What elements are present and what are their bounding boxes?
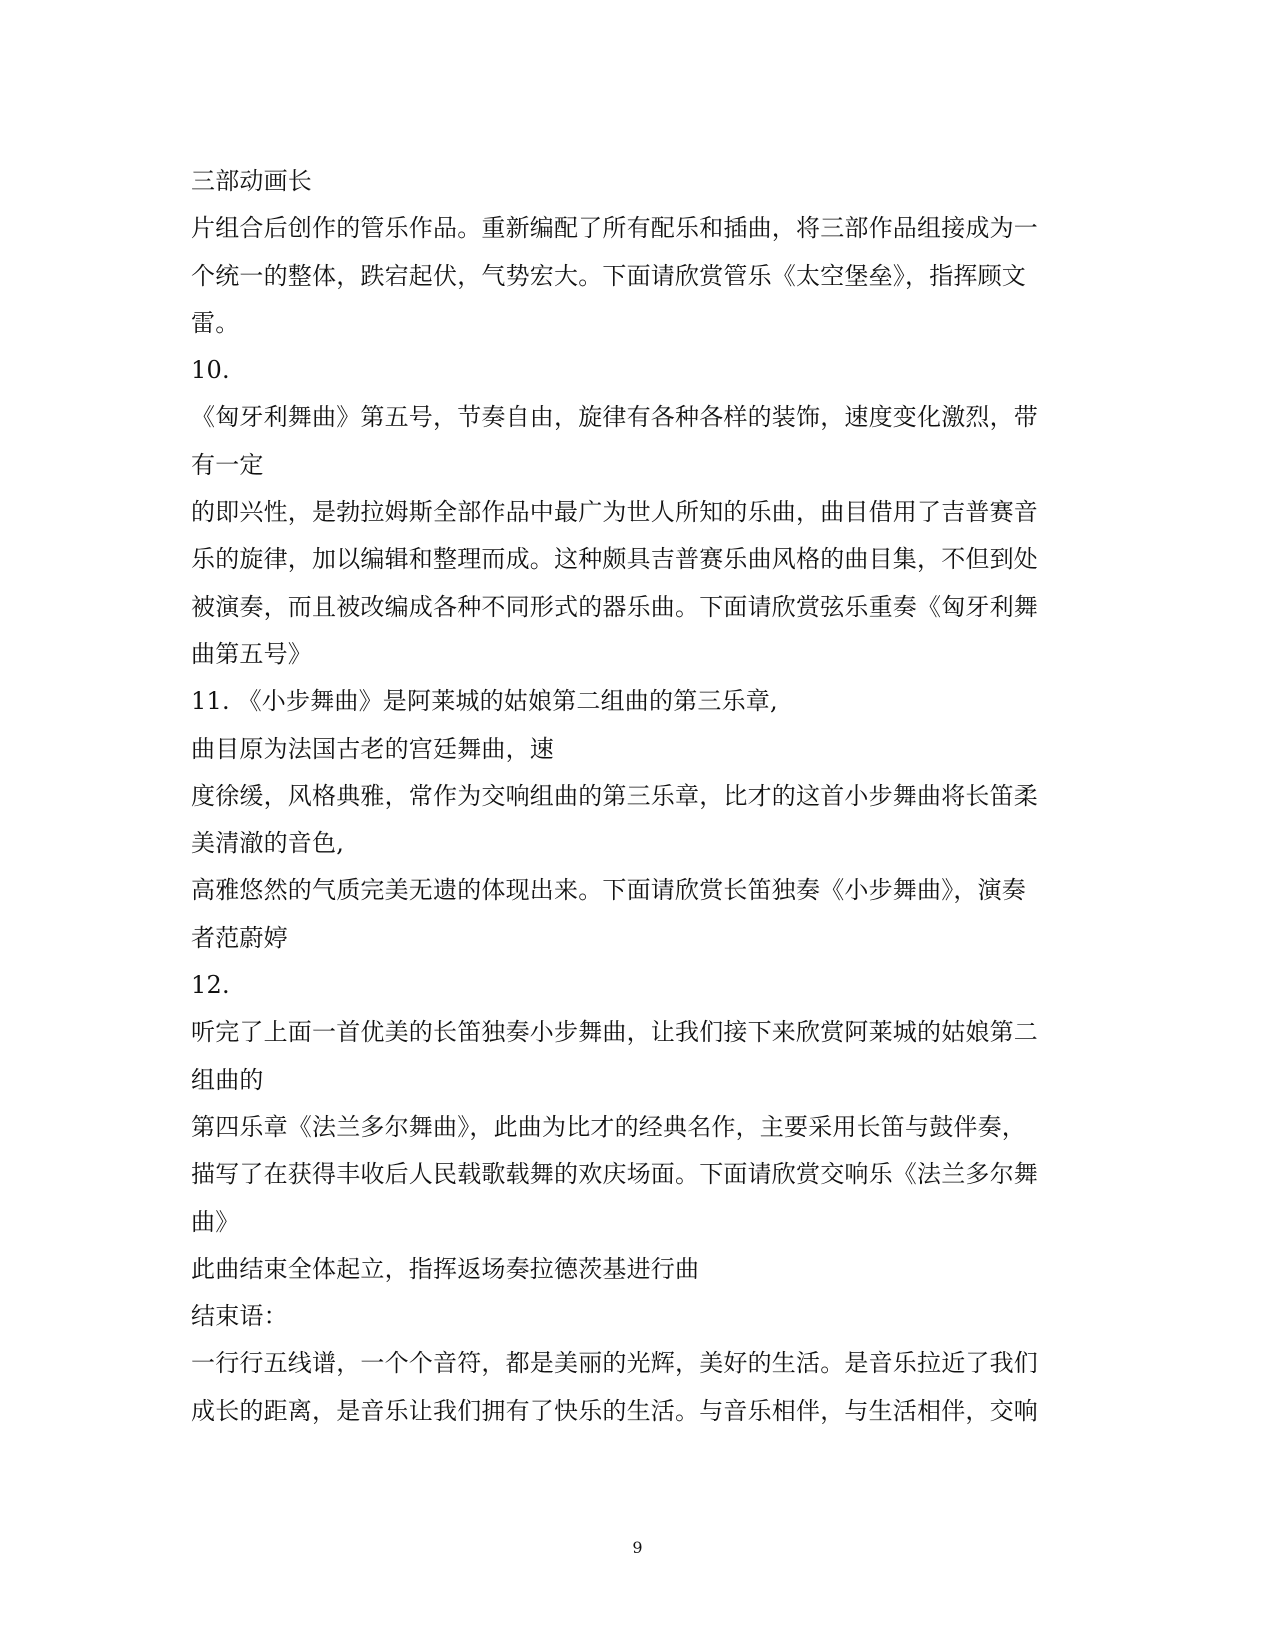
text-line: 个统一的整体，跌宕起伏，气势宏大。下面请欣赏管乐《太空堡垒》，指挥顾文 xyxy=(191,261,1026,290)
text-line: 雷。 xyxy=(191,308,240,337)
text-line: 度徐缓，风格典雅，常作为交响组曲的第三乐章，比才的这首小步舞曲将长笛柔 xyxy=(191,781,1038,810)
text-line: 听完了上面一首优美的长笛独奏小步舞曲，让我们接下来欣赏阿莱城的姑娘第二 xyxy=(191,1018,1038,1047)
text-line: 曲第五号》 xyxy=(191,639,312,668)
text-line: 者范蔚婷 xyxy=(191,923,288,952)
text-line: 此曲结束全体起立，指挥返场奏拉德茨基进行曲 xyxy=(191,1254,700,1283)
text-line: 的即兴性，是勃拉姆斯全部作品中最广为世人所知的乐曲，曲目借用了吉普赛音 xyxy=(191,498,1038,527)
section-heading: 结束语： xyxy=(191,1302,288,1331)
text-line: 曲目原为法国古老的宫廷舞曲，速 xyxy=(191,734,554,763)
text-line: 组曲的 xyxy=(191,1065,264,1094)
body-text xyxy=(191,158,1071,1435)
text-line: 片组合后创作的管乐作品。重新编配了所有配乐和插曲，将三部作品组接成为一 xyxy=(191,214,1038,243)
text-line: 第四乐章《法兰多尔舞曲》，此曲为比才的经典名作，主要采用长笛与鼓伴奏， xyxy=(191,1112,1026,1141)
text-line: 三部动画长 xyxy=(191,167,312,195)
text-line: 有一定 xyxy=(191,450,264,479)
text-line: 曲》 xyxy=(191,1207,240,1236)
text-line: 被演奏，而且被改编成各种不同形式的器乐曲。下面请欣赏弦乐重奏《匈牙利舞 xyxy=(191,592,1038,621)
text-line: 乐的旋律，加以编辑和整理而成。这种颇具吉普赛乐曲风格的曲目集，不但到处 xyxy=(191,545,1038,574)
text-line: 《匈牙利舞曲》第五号，节奏自由，旋律有各种各样的装饰，速度变化激烈，带 xyxy=(191,403,1038,432)
text-line: 一行行五线谱，一个个音符，都是美丽的光辉，美好的生活。是音乐拉近了我们 xyxy=(191,1349,1038,1378)
text-line: 11. 《小步舞曲》是阿莱城的姑娘第二组曲的第三乐章, xyxy=(191,687,778,716)
text-line: 高雅悠然的气质完美无遗的体现出来。下面请欣赏长笛独奏《小步舞曲》，演奏 xyxy=(191,876,1026,905)
text-line: 描写了在获得丰收后人民载歌载舞的欢庆场面。下面请欣赏交响乐《法兰多尔舞 xyxy=(191,1160,1038,1189)
text-line: 美清澈的音色, xyxy=(191,829,345,858)
text-line: 成长的距离，是音乐让我们拥有了快乐的生活。与音乐相伴，与生活相伴，交响 xyxy=(191,1396,1038,1425)
page-number: 9 xyxy=(632,1538,643,1557)
item-number: 12. xyxy=(191,971,230,1000)
item-number: 10. xyxy=(191,356,230,385)
